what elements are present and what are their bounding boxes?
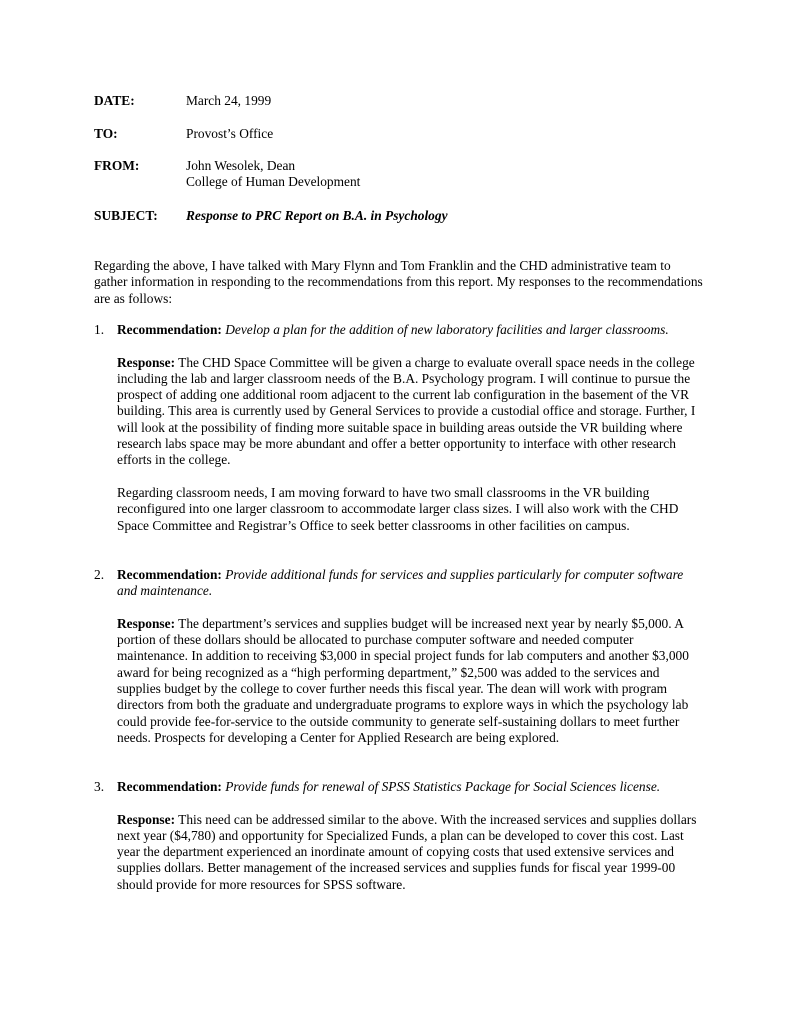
recommendation-paragraph bbox=[117, 567, 704, 600]
subject-label: SUBJECT: bbox=[94, 208, 158, 223]
item-number: 3. bbox=[94, 779, 105, 794]
item-number: 2. bbox=[94, 567, 105, 582]
response-label: Response: bbox=[117, 811, 176, 827]
recommendation-item-2 bbox=[94, 567, 704, 746]
recommendation-item-1 bbox=[94, 322, 704, 534]
from-dept: College of Human Development bbox=[186, 174, 361, 190]
subject-value: Response to PRC Report on B.A. in Psychology bbox=[186, 208, 448, 223]
response-text: The department’s services and supplies budget will be increased next year by nearly $5,000. A portion of these dollars should be allocated to purchase computer software and needed computer maintenance. In addition to receiving $3,000 in special project funds for lab computers and another $3,000 award for being recognized as a “high performing department,” $2,500 was added to the services and supplies budget by the college to cover further needs this fiscal year. The dean will work with program directors from both the graduate and undergraduate programs to explore ways in which the psychology lab could provide fee-for-service to the outside community to generate self-sustaining dollars to meet further needs. Prospects for developing a Center for Applied Research are being explored. bbox=[117, 615, 689, 745]
response-label: Response: bbox=[117, 354, 176, 370]
recommendation-paragraph bbox=[117, 779, 704, 795]
recommendation-paragraph bbox=[117, 322, 704, 338]
recommendation-label: Recommendation: bbox=[117, 567, 222, 582]
recommendation-item-3 bbox=[94, 779, 704, 893]
response-text: This need can be addressed similar to the above. With the increased services and supplies dollars next year ($4,780) and opportunity for Specialized Funds, a plan can be developed to cover this cost. Last year the department experienced an inordinate amount of copying costs that used extensive services and supplies dollars. Better management of the increased services and supplies funds for fiscal year 1999-00 should provide for more resources for SPSS software. bbox=[117, 811, 697, 892]
recommendation-label: Recommendation: bbox=[117, 322, 222, 337]
response-extra-paragraph: Regarding classroom needs, I am moving forward to have two small classrooms in the VR building reconfigured into one larger classroom to accommodate larger class sizes. I will also work with the CHD Space Committee and Registrar’s Office to seek better classrooms in other facilities on campus. bbox=[117, 484, 679, 533]
intro-paragraph: Regarding the above, I have talked with Mary Flynn and Tom Franklin and the CHD administrative team to gather information in responding to the recommendations from this report. My responses to the recommendations are as follows: bbox=[94, 258, 703, 306]
response-paragraph bbox=[117, 812, 704, 893]
item-number: 1. bbox=[94, 322, 105, 337]
from-label: FROM: bbox=[94, 158, 140, 173]
to-label: TO: bbox=[94, 126, 118, 141]
recommendation-text: Develop a plan for the addition of new laboratory facilities and larger classrooms. bbox=[225, 322, 669, 337]
from-value bbox=[186, 158, 706, 191]
response-label: Response: bbox=[117, 615, 176, 631]
recommendation-text: Provide additional funds for services and supplies particularly for computer software and maintenance. bbox=[117, 567, 684, 599]
date-label: DATE: bbox=[94, 93, 135, 108]
date-value: March 24, 1999 bbox=[186, 93, 272, 108]
response-text: The CHD Space Committee will be given a charge to evaluate overall space needs in the college including the lab and larger classroom needs of the B.A. Psychology program. I will continue to pursue the prospect of adding one additional room adjacent to the current lab configuration in the basement of the VR building. This area is currently used by General Services to provide a custodial office and storage. Further, I will look at the possibility of finding more suitable space in building areas outside the VR building where research labs space may be more abundant and offer a better opportunity to interface with other research efforts in the college. bbox=[117, 354, 696, 468]
recommendation-text: Provide funds for renewal of SPSS Statistics Package for Social Sciences license. bbox=[225, 779, 661, 794]
from-name: John Wesolek, Dean bbox=[186, 158, 296, 173]
to-value: Provost’s Office bbox=[186, 126, 274, 141]
response-paragraph bbox=[117, 616, 704, 746]
recommendation-label: Recommendation: bbox=[117, 779, 222, 794]
response-paragraph bbox=[117, 355, 704, 469]
